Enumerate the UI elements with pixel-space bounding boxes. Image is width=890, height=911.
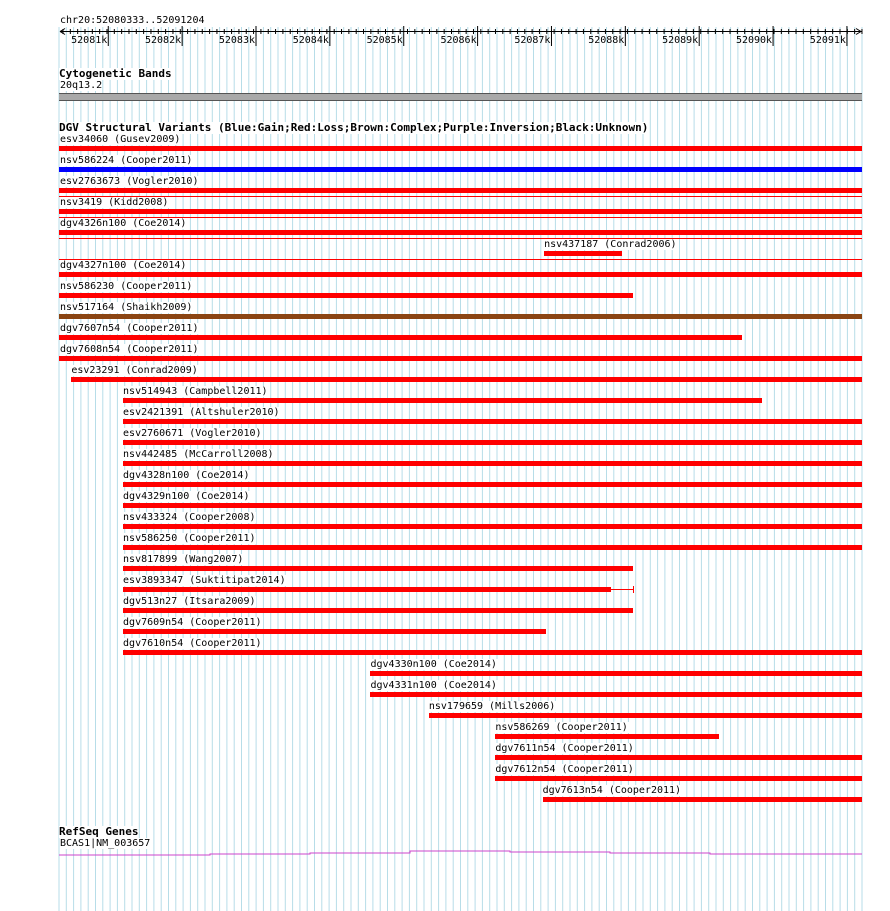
variant-bar[interactable]: [59, 146, 862, 151]
variant-label: dgv7609n54 (Cooper2011): [123, 617, 262, 628]
variant-bar[interactable]: [370, 692, 862, 697]
ruler-tick-label: 52085k: [366, 35, 403, 46]
variant-label: dgv7613n54 (Cooper2011): [542, 785, 682, 796]
variant-bar[interactable]: [370, 671, 862, 676]
variant-label: dgv7611n54 (Cooper2011): [495, 743, 634, 754]
ruler-tick-label: 52081k: [71, 35, 108, 46]
variant-label: dgv4330n100 (Coe2014): [370, 659, 497, 670]
variant-whisker: [611, 589, 633, 590]
variant-label: dgv4331n100 (Coe2014): [370, 680, 497, 691]
variant-bar[interactable]: [59, 188, 862, 193]
variant-label: esv3893347 (Suktitipat2014): [123, 575, 286, 586]
refseq-gene-line: [59, 851, 862, 855]
variant-bar[interactable]: [59, 293, 633, 298]
ruler-tick-label: 52088k: [588, 35, 625, 46]
refseq-gene-feature[interactable]: [0, 840, 890, 870]
ruler-tick-label: 52084k: [292, 35, 329, 46]
variant-bar[interactable]: [123, 587, 611, 592]
variant-bar[interactable]: [59, 167, 862, 172]
variant-bar[interactable]: [59, 356, 862, 361]
variant-label: nsv3419 (Kidd2008): [60, 197, 169, 208]
variant-label: esv2760671 (Vogler2010): [123, 428, 262, 439]
variant-bar[interactable]: [123, 650, 862, 655]
variant-label: nsv586224 (Cooper2011): [60, 155, 193, 166]
variant-label: nsv179659 (Mills2006): [428, 701, 556, 712]
variant-bar[interactable]: [123, 482, 862, 487]
variant-label: dgv7608n54 (Cooper2011): [60, 344, 199, 355]
ruler-tick-label: 52086k: [440, 35, 477, 46]
variant-separator: [59, 238, 862, 239]
variant-bar[interactable]: [123, 461, 862, 466]
variant-bar[interactable]: [495, 734, 719, 739]
ruler-tick-label: 52087k: [514, 35, 551, 46]
variant-bar[interactable]: [123, 440, 862, 445]
variant-label: dgv513n27 (Itsara2009): [123, 596, 256, 607]
variant-bar[interactable]: [123, 608, 633, 613]
ruler-tick-label: 52091k: [809, 35, 846, 46]
variant-bar[interactable]: [71, 377, 862, 382]
cytoband-bar[interactable]: [59, 93, 862, 101]
variant-bar[interactable]: [495, 755, 862, 760]
variant-label: esv2421391 (Altshuler2010): [123, 407, 280, 418]
variant-bar[interactable]: [123, 419, 862, 424]
variant-label: dgv4328n100 (Coe2014): [123, 470, 250, 481]
dgv-track-title: DGV Structural Variants (Blue:Gain;Red:Loss;Brown:Complex;Purple:Inversion;Black:Unknown): [59, 121, 649, 134]
variant-label: nsv433324 (Cooper2008): [123, 512, 256, 523]
cytoband-label: 20q13.2: [60, 80, 103, 91]
variant-bar[interactable]: [123, 566, 633, 571]
variant-label: nsv586250 (Cooper2011): [123, 533, 256, 544]
variant-label: dgv7607n54 (Cooper2011): [60, 323, 199, 334]
variant-label: nsv517164 (Shaikh2009): [60, 302, 193, 313]
variant-label: esv2763673 (Vogler2010): [60, 176, 199, 187]
variant-label: nsv586230 (Cooper2011): [60, 281, 193, 292]
variant-label: nsv442485 (McCarroll2008): [123, 449, 274, 460]
cytoband-track-title: Cytogenetic Bands: [59, 67, 172, 80]
variant-bar[interactable]: [59, 272, 862, 277]
variant-bar[interactable]: [123, 503, 862, 508]
variant-separator: [59, 196, 862, 197]
ruler-tick-label: 52090k: [735, 35, 773, 46]
variant-bar[interactable]: [123, 629, 546, 634]
variant-bar[interactable]: [429, 713, 862, 718]
variant-bar[interactable]: [59, 230, 862, 235]
variant-bar[interactable]: [59, 209, 862, 214]
refseq-track-title: RefSeq Genes: [59, 825, 139, 838]
variant-bar[interactable]: [123, 545, 862, 550]
ruler-location: chr20:52080333..52091204: [60, 15, 205, 26]
variant-label: nsv817899 (Wang2007): [123, 554, 244, 565]
variant-bar[interactable]: [495, 776, 862, 781]
variant-label: nsv437187 (Conrad2006): [544, 239, 677, 250]
variant-whisker-cap: [633, 586, 634, 593]
variant-bar[interactable]: [544, 251, 622, 256]
variant-bar[interactable]: [123, 524, 862, 529]
variant-label: nsv586269 (Cooper2011): [495, 722, 628, 733]
variant-bar[interactable]: [123, 398, 762, 403]
variant-label: esv34060 (Gusev2009): [60, 134, 181, 145]
variant-bar[interactable]: [59, 335, 742, 340]
variant-label: dgv7612n54 (Cooper2011): [495, 764, 634, 775]
ruler-tick-label: 52082k: [145, 35, 182, 46]
refseq-gene-label: BCAS1|NM_003657: [60, 838, 151, 849]
ruler-tick-label: 52089k: [662, 35, 699, 46]
variant-label: esv23291 (Conrad2009): [71, 365, 198, 376]
variant-bar[interactable]: [543, 797, 862, 802]
variant-label: nsv514943 (Campbell2011): [123, 386, 268, 397]
variant-label: dgv4329n100 (Coe2014): [123, 491, 250, 502]
variant-label: dgv4326n100 (Coe2014): [60, 218, 187, 229]
ruler-tick-label: 52083k: [218, 35, 255, 46]
variant-label: dgv4327n100 (Coe2014): [60, 260, 187, 271]
variant-bar[interactable]: [59, 314, 862, 319]
variant-label: dgv7610n54 (Cooper2011): [123, 638, 262, 649]
